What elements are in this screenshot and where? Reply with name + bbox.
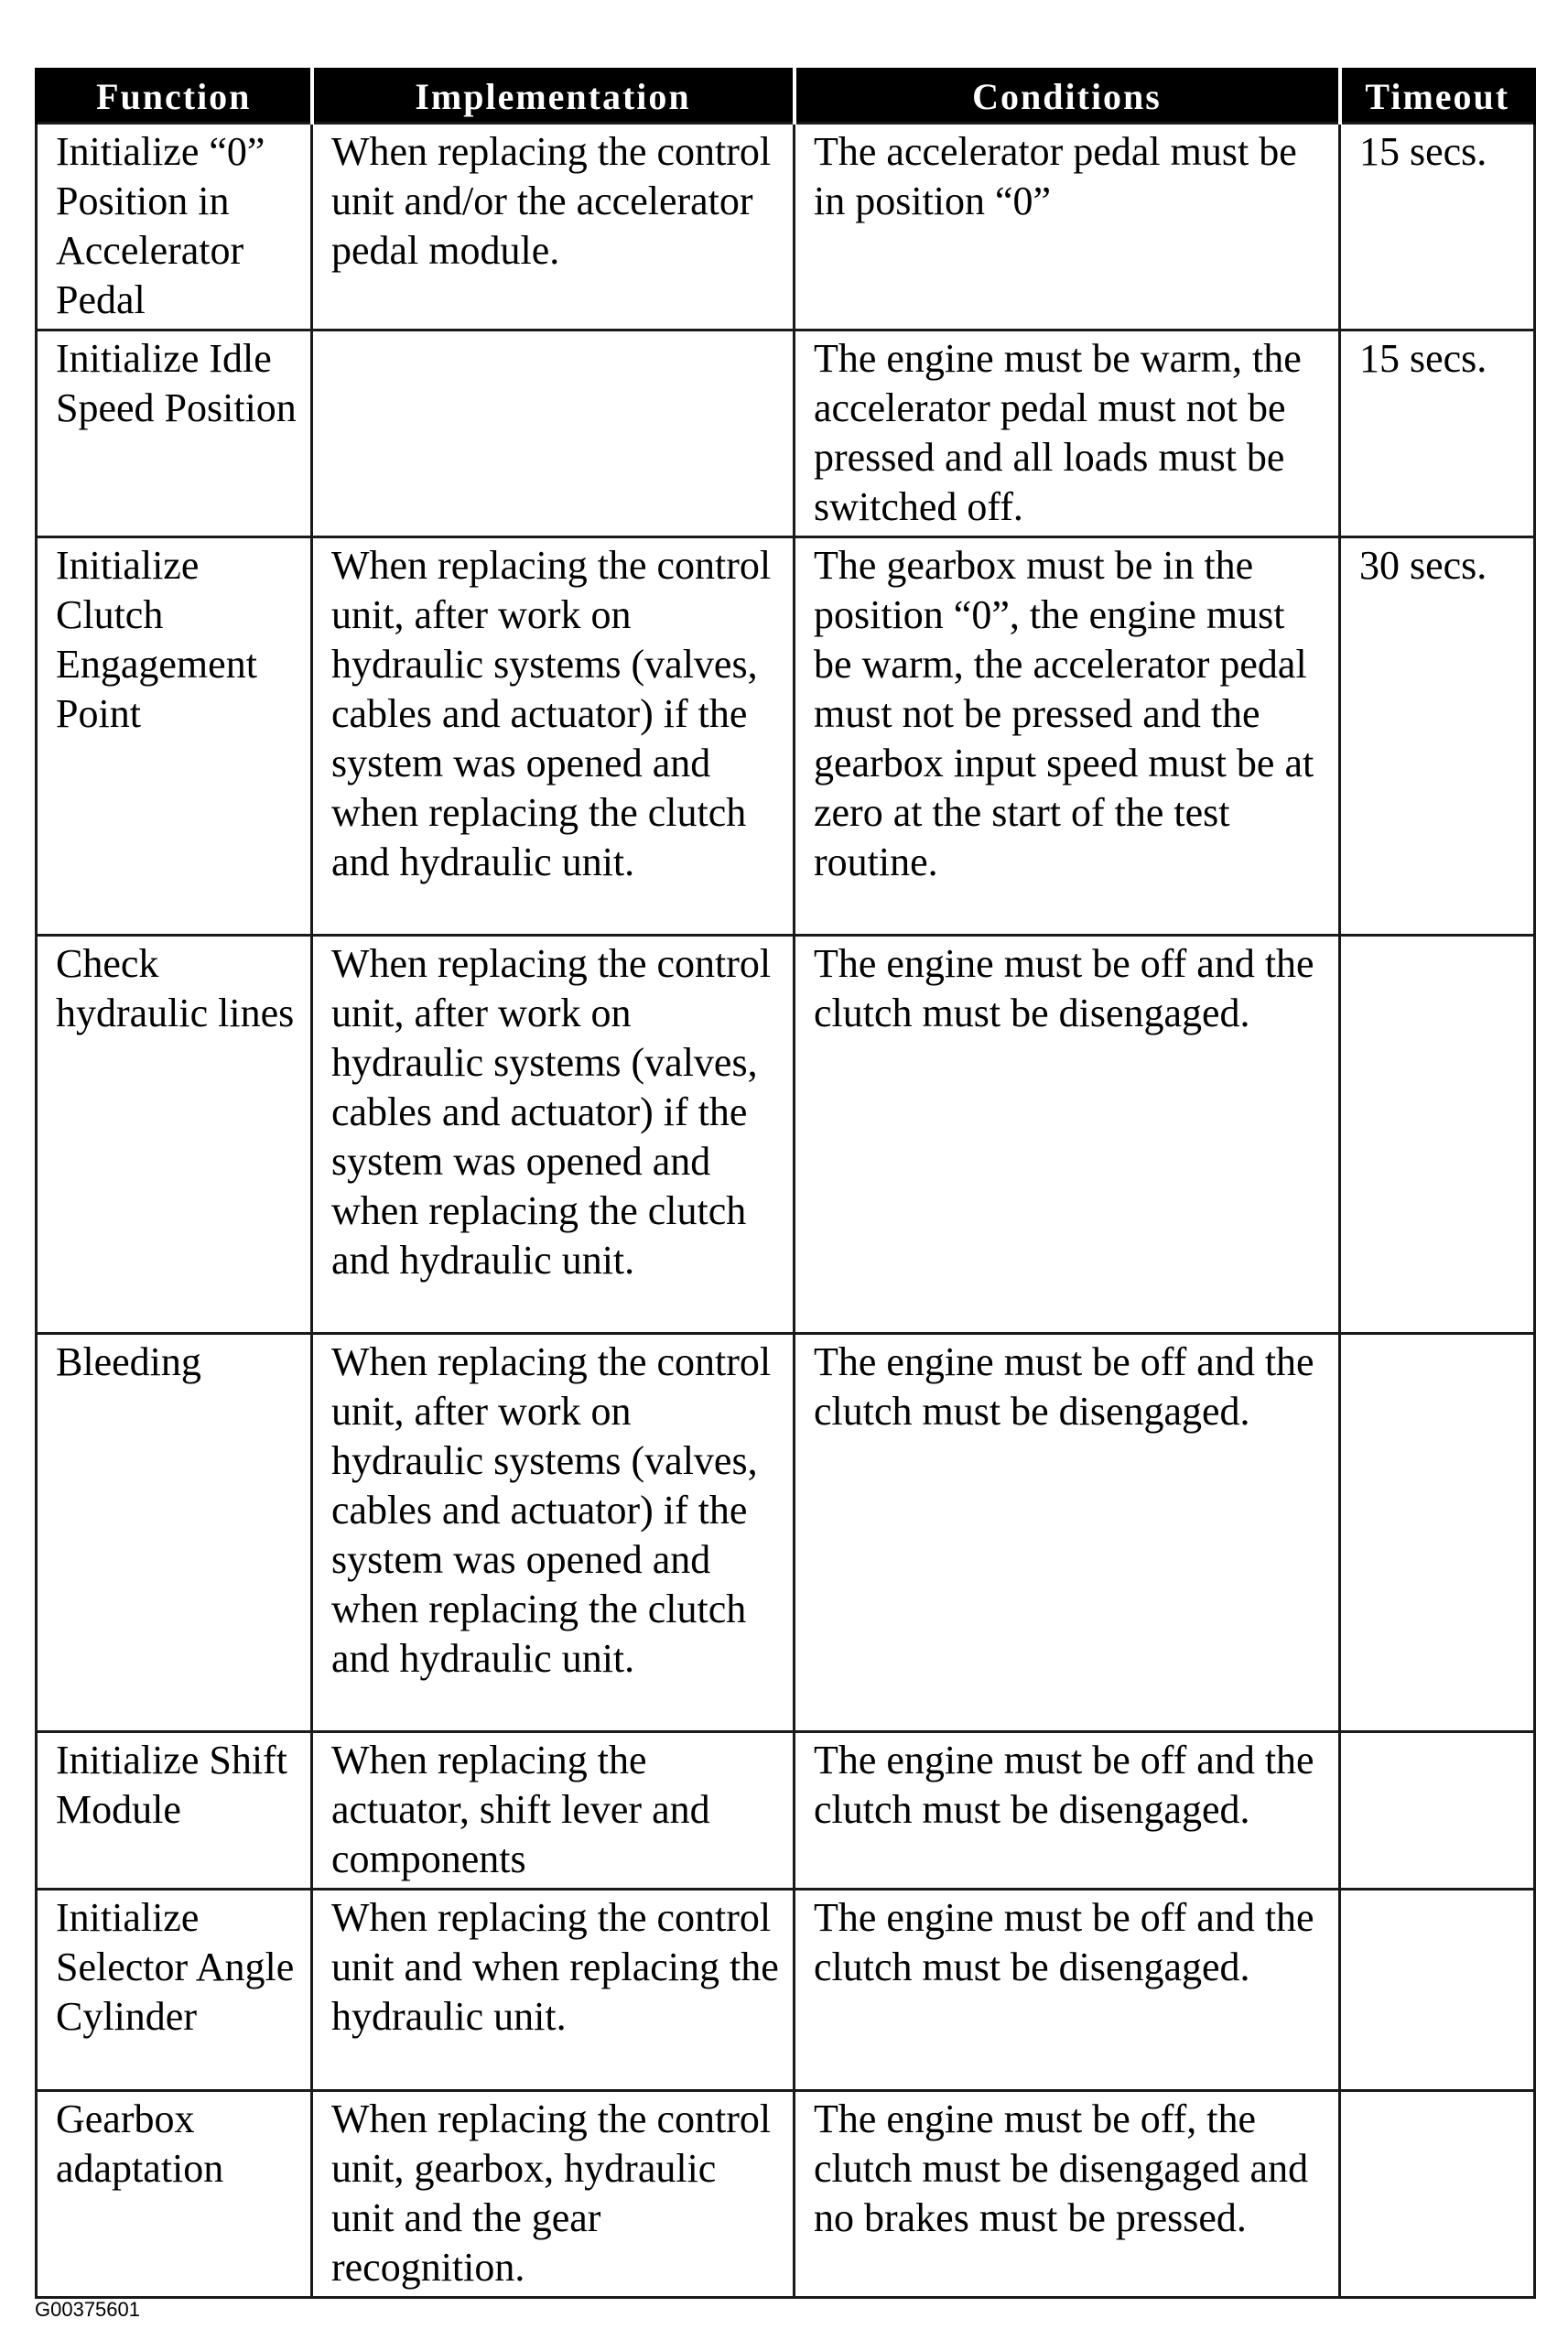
cell-function: Initialize “0” Position in Accelerator Pedal	[37, 124, 312, 330]
cell-conditions: The engine must be off and the clutch must be disengaged.	[795, 936, 1340, 1334]
header-timeout: Timeout	[1340, 70, 1535, 124]
cell-conditions: The engine must be off, the clutch must be disengaged and no brakes must be pressed.	[795, 2091, 1340, 2298]
table-row	[37, 2091, 1535, 2298]
cell-implementation: When replacing the control unit, after work on hydraulic systems (valves, cables and actuator) if the system was opened and when replacing the clutch and hydraulic unit.	[312, 1334, 795, 1732]
cell-function: Bleeding	[37, 1334, 312, 1732]
cell-timeout	[1340, 1732, 1535, 1890]
cell-timeout: 30 secs.	[1340, 537, 1535, 936]
cell-function: Initialize Selector Angle Cylinder	[37, 1890, 312, 2091]
cell-conditions: The engine must be off and the clutch must be disengaged.	[795, 1732, 1340, 1890]
cell-function: Check hydraulic lines	[37, 936, 312, 1334]
cell-implementation: When replacing the actuator, shift lever and components	[312, 1732, 795, 1890]
table-row	[37, 537, 1535, 936]
cell-timeout	[1340, 2091, 1535, 2298]
cell-conditions: The engine must be off and the clutch must be disengaged.	[795, 1890, 1340, 2091]
cell-implementation: When replacing the control unit, after work on hydraulic systems (valves, cables and actuator) if the system was opened and when replacing the clutch and hydraulic unit.	[312, 537, 795, 936]
cell-timeout	[1340, 1890, 1535, 2091]
table-body	[37, 124, 1535, 2298]
cell-timeout	[1340, 936, 1535, 1334]
cell-conditions: The engine must be off and the clutch must be disengaged.	[795, 1334, 1340, 1732]
cell-implementation: When replacing the control unit and/or the accelerator pedal module.	[312, 124, 795, 330]
cell-implementation: When replacing the control unit and when replacing the hydraulic unit.	[312, 1890, 795, 2091]
functions-table	[35, 68, 1536, 2299]
header-function: Function	[37, 70, 312, 124]
cell-conditions: The gearbox must be in the position “0”, the engine must be warm, the accelerator pedal must not be pressed and the gearbox input speed must be at zero at the start of the test routine.	[795, 537, 1340, 936]
header-conditions: Conditions	[795, 70, 1340, 124]
cell-conditions: The accelerator pedal must be in position “0”	[795, 124, 1340, 330]
cell-function: Initialize Idle Speed Position	[37, 330, 312, 537]
cell-implementation: When replacing the control unit, gearbox, hydraulic unit and the gear recognition.	[312, 2091, 795, 2298]
table-row	[37, 936, 1535, 1334]
table-row	[37, 1334, 1535, 1732]
cell-function: Gearbox adaptation	[37, 2091, 312, 2298]
table-row	[37, 1890, 1535, 2091]
header-implementation: Implementation	[312, 70, 795, 124]
table-row	[37, 1732, 1535, 1890]
cell-implementation	[312, 330, 795, 537]
cell-timeout: 15 secs.	[1340, 330, 1535, 537]
cell-implementation: When replacing the control unit, after work on hydraulic systems (valves, cables and actuator) if the system was opened and when replacing the clutch and hydraulic unit.	[312, 936, 795, 1334]
table-header	[37, 70, 1535, 124]
cell-function: Initialize Clutch Engagement Point	[37, 537, 312, 936]
cell-conditions: The engine must be warm, the accelerator pedal must not be pressed and all loads must be switched off.	[795, 330, 1340, 537]
cell-timeout: 15 secs.	[1340, 124, 1535, 330]
header-row	[37, 70, 1535, 124]
cell-function: Initialize Shift Module	[37, 1732, 312, 1890]
table-row	[37, 124, 1535, 330]
figure-id: G00375601	[35, 2298, 140, 2321]
table-row	[37, 330, 1535, 537]
cell-timeout	[1340, 1334, 1535, 1732]
